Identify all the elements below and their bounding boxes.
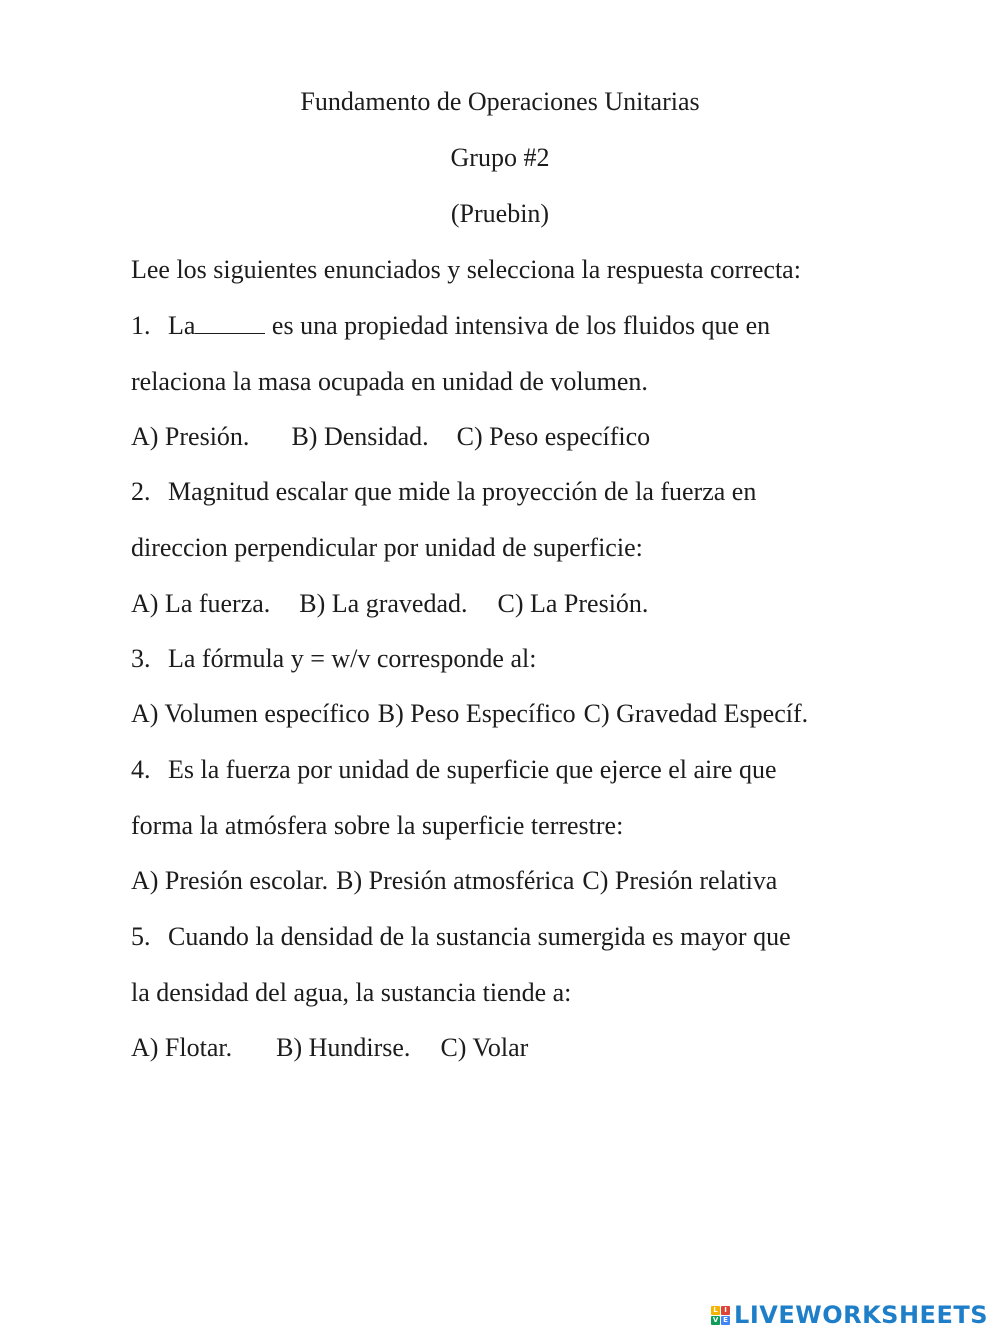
answer-blank [195,311,265,334]
group-label: Grupo #2 [450,143,550,172]
question-1-options [131,421,650,453]
option-a[interactable]: A) Volumen específico [131,699,370,728]
option-c[interactable]: C) Volar [440,1033,529,1062]
option-c[interactable]: C) Presión relativa [582,866,778,895]
question-4-line-2: forma la atmósfera sobre la superficie terrestre: [131,811,624,840]
question-text: La [168,311,196,340]
question-5-line-1 [131,921,791,953]
option-b[interactable]: B) Presión atmosférica [336,866,575,895]
option-b[interactable]: B) Densidad. [291,422,429,451]
question-text: Es la fuerza por unidad de superficie que ejerce el aire que [168,755,777,784]
question-number: 2. [131,477,151,506]
question-number: 3. [131,644,151,673]
logo-cell: V [712,1316,719,1324]
option-c[interactable]: C) Peso específico [456,422,651,451]
option-a[interactable]: A) Presión. [131,422,250,451]
question-1-line-1 [131,310,770,342]
logo-cell: E [721,1316,730,1325]
logo-cell: I [721,1306,730,1315]
question-5-options [131,1032,528,1064]
question-text: La fórmula y = w/v corresponde al: [168,644,537,673]
document-subtitle: (Pruebin) [450,199,550,228]
question-2-options [131,588,648,620]
question-5-line-2: la densidad del agua, la sustancia tiende a: [131,978,572,1007]
instructions: Lee los siguientes enunciados y selecciona la respuesta correcta: [131,255,801,284]
question-number: 1. [131,311,151,340]
question-4-options [131,865,777,897]
question-4-line-1 [131,754,777,786]
option-b[interactable]: B) Hundirse. [276,1033,411,1062]
question-number: 4. [131,755,151,784]
option-a[interactable]: A) Flotar. [131,1033,233,1062]
option-a[interactable]: A) Presión escolar. [131,866,329,895]
question-2-line-1 [131,476,756,508]
question-3-line-1 [131,643,536,675]
option-c[interactable]: C) La Presión. [497,589,649,618]
option-c[interactable]: C) Gravedad Específ. [583,699,809,728]
option-b[interactable]: B) La gravedad. [299,589,468,618]
option-b[interactable]: B) Peso Específico [377,699,576,728]
question-text: es una propiedad intensiva de los fluidos que en [265,311,771,340]
question-number: 5. [131,922,151,951]
liveworksheets-logo-icon [711,1306,730,1325]
question-text: Magnitud escalar que mide la proyección de la fuerza en [168,477,757,506]
question-text: Cuando la densidad de la sustancia sumergida es mayor que [168,922,791,951]
watermark-text: LIVEWORKSHEETS [734,1301,988,1329]
document-title: Fundamento de Operaciones Unitarias [300,87,700,116]
option-a[interactable]: A) La fuerza. [131,589,271,618]
question-2-line-2: direccion perpendicular por unidad de superficie: [131,533,643,562]
question-1-line-2: relaciona la masa ocupada en unidad de volumen. [131,367,648,396]
logo-cell: L [711,1306,720,1315]
question-3-options [131,698,808,730]
liveworksheets-watermark [711,1301,988,1329]
